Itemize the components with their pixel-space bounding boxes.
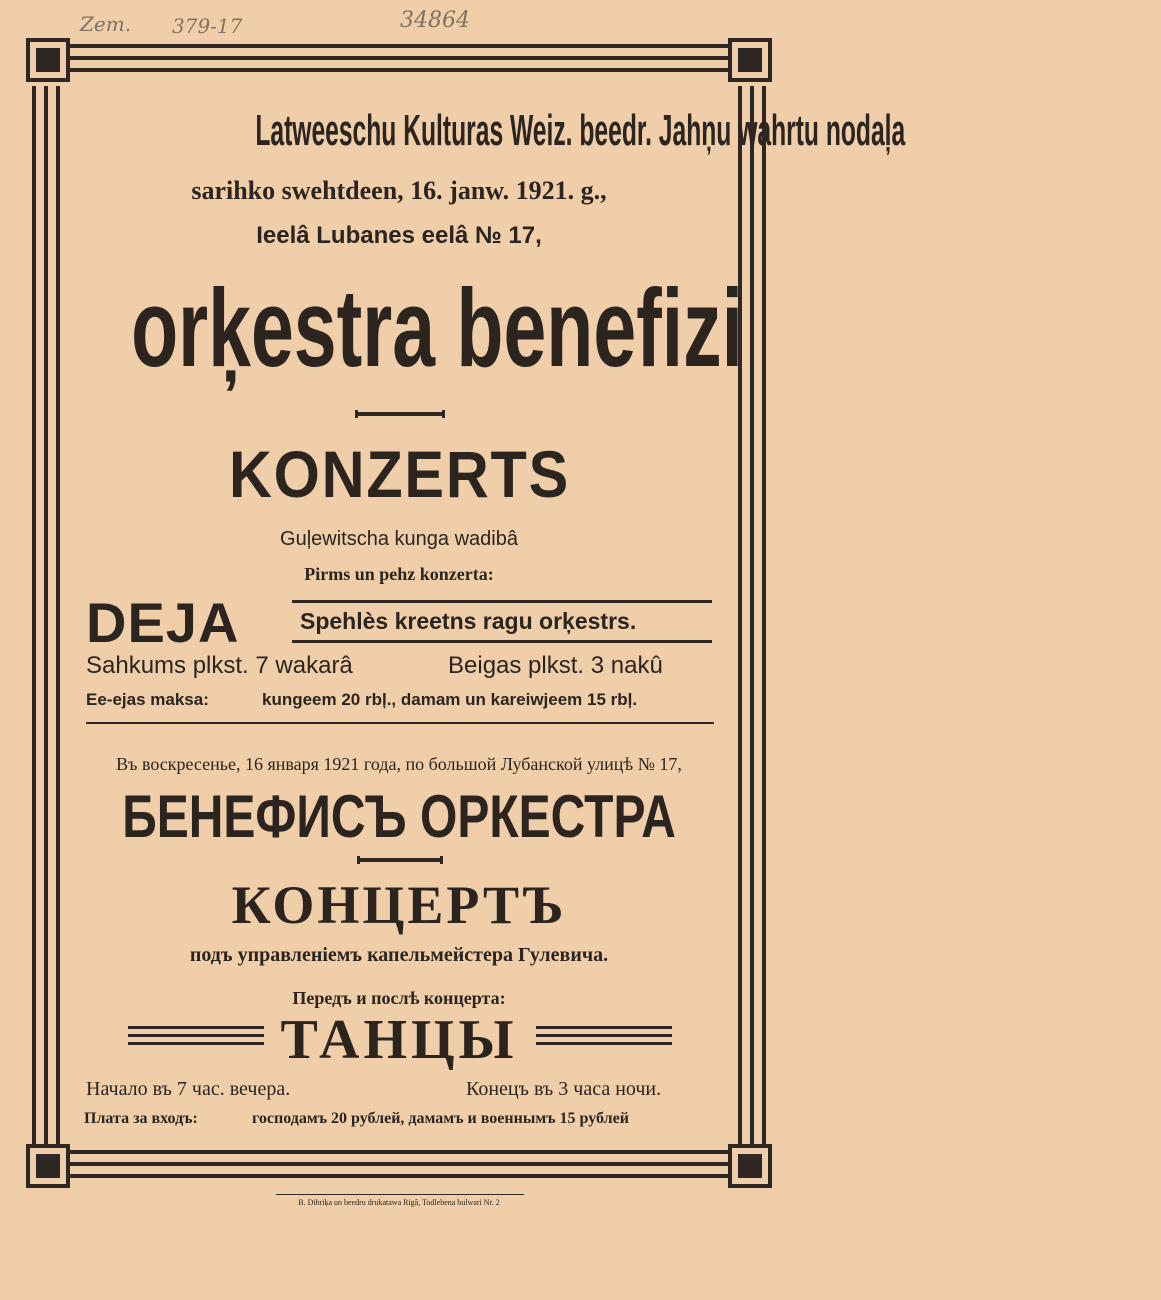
society-name: Latweeschu Kulturas Weiz. beedr. Jahņu wahrtu nodaļa xyxy=(255,106,906,155)
concert-title-lv: KONZERTS xyxy=(228,437,570,511)
headline-lv: orķestra benefizi xyxy=(131,267,744,390)
dance-title-lv: DEJA xyxy=(86,591,240,654)
start-time-lv: Sahkums plkst. 7 wakarâ xyxy=(86,652,353,679)
printer-credit: B. Dihriķa un beedru drukatawa Rigâ, Todlebena bulwari Nr. 2 xyxy=(298,1198,500,1207)
band-rule-bottom xyxy=(292,640,712,643)
ornament-divider-ru xyxy=(360,858,440,862)
date-line-lv: sarihko swehtdeen, 16. janw. 1921. g., xyxy=(191,176,607,205)
archive-number: 34864 xyxy=(400,8,470,33)
band-rule-top xyxy=(292,600,712,603)
fee-text-ru: господамъ 20 рублей, дамамъ и военнымъ 15 рублей xyxy=(252,1110,629,1127)
director-lv: Guļewitscha kunga wadibâ xyxy=(280,528,518,550)
end-time-ru: Конецъ въ 3 часа ночи. xyxy=(466,1078,662,1100)
fee-label-lv: Ee-ejas maksa: xyxy=(86,690,209,709)
corner-ornament-bl xyxy=(26,1144,70,1188)
fee-label-ru: Плата за входъ: xyxy=(84,1110,198,1127)
ornament-divider-lv xyxy=(358,412,442,416)
printer-rule xyxy=(276,1194,524,1195)
headline-ru: БЕНЕФИСЪ ОРКЕСТРА xyxy=(122,783,676,850)
dance-lines-right xyxy=(536,1026,672,1050)
dance-title-ru: ТАНЦЫ xyxy=(280,1009,518,1071)
director-ru: подъ управленіемъ капельмейстера Гулевича. xyxy=(189,944,609,966)
band-lv: Spehlès kreetns ragu orķestrs. xyxy=(300,608,637,634)
corner-ornament-br xyxy=(728,1144,772,1188)
before-after-ru: Передъ и послѣ концерта: xyxy=(292,988,506,1008)
concert-title-ru: КОНЦЕРТЪ xyxy=(231,875,567,935)
address-lv: Ieelâ Lubanes eelâ № 17, xyxy=(256,222,542,249)
corner-ornament-tr xyxy=(728,38,772,82)
archive-mark-left: Zem. xyxy=(80,12,132,36)
start-time-ru: Начало въ 7 час. вечера. xyxy=(86,1078,291,1100)
before-after-lv: Pirms un pehz konzerta: xyxy=(304,564,494,584)
corner-ornament-tl xyxy=(26,38,70,82)
date-line-ru: Въ воскресенье, 16 января 1921 года, по большой Лубанской улицѣ № 17, xyxy=(116,754,682,774)
end-time-lv: Beigas plkst. 3 nakû xyxy=(448,652,663,679)
section-divider xyxy=(86,722,714,724)
archive-mark-mid: 379-17 xyxy=(172,14,243,38)
fee-text-lv: kungeem 20 rbļ., damam un kareiwjeem 15 rbļ. xyxy=(262,690,638,709)
